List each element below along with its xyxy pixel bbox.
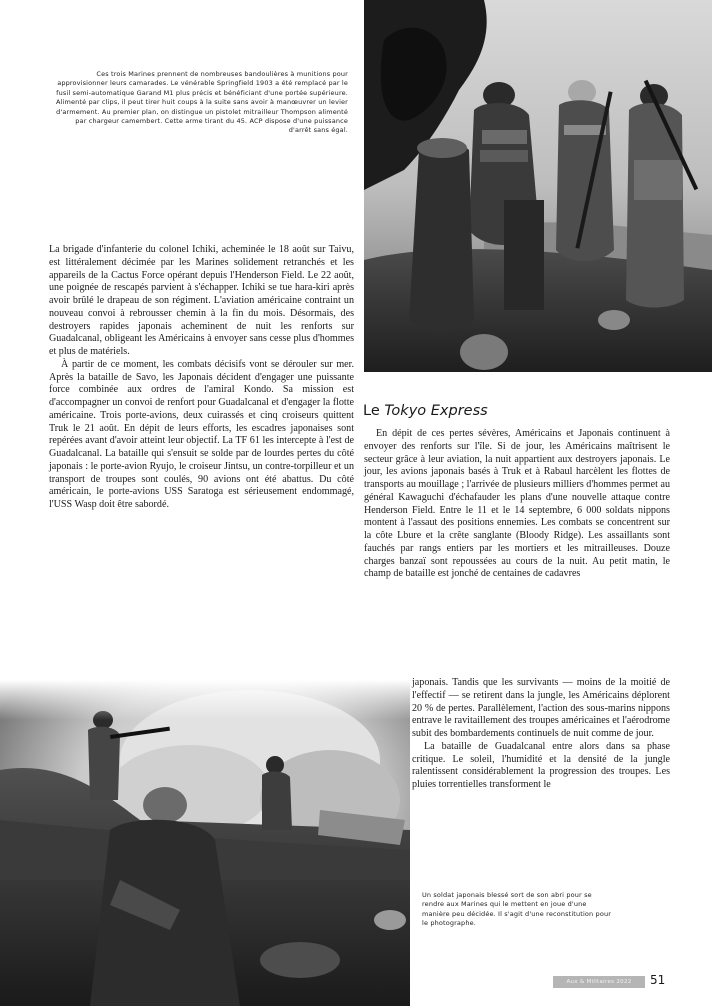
article-paragraph: En dépit de ces pertes sévères, Américains et Japonais continuent à envoyer des renforts sur l'île. Si de jour, les Américains maîtrisent le secteur grâce à leur aviation, la nuit appartient aux destroyers japonais. Le jour, les avions japonais basés à Truk et à Rabaul harcèlent les flottes de transports au mouillage ; l'arrivée de plusieurs milliers d'hommes permet au général Kawaguchi d'échafauder les plans d'une nouvelle attaque contre Henderson Field. Entre le 11 et le 14 septembre, 6 000 soldats nippons montent à l'assaut des positions ennemies. Les combats se concentrent sur la côte Lbure et la crête sanglante (Bloody Ridge). Les assaillants sont fauchés par rangs entiers par les mortiers et les mitrailleuses. Douze charges banzaï sont repoussées au cours de la nuit. Au petit matin, le champ de bataille est jonché de centaines de cadavres: [364, 428, 670, 580]
article-paragraph: La bataille de Guadalcanal entre alors dans sa phase critique. Le soleil, l'humidité et la densité de la jungle ralentissent considérablement la progression des troupes. Les pluies torrentielles transforment le: [412, 740, 670, 790]
photo-caption-bottom: Un soldat japonais blessé sort de son abri pour se rendre aux Marines qui le mettent en joue d'une manière peu décidée. Il s'agit d'une reconstitution pour le photographe.: [422, 891, 612, 928]
page-number: 51: [650, 973, 666, 987]
article-column-right-continued: [412, 677, 670, 792]
article-column-right: [364, 428, 670, 581]
article-paragraph: À partir de ce moment, les combats décisifs vont se dérouler sur mer. Après la bataille de Savo, les Japonais décident d'engager une puissante force combinée aux ordres de l'amiral Kondo. Sa mission est d'accompagner un convoi de renfort pour Guadalcanal et d'engager la flotte américaine. Trois porte-avions, deux cuirassés et cinq croiseurs quittent Truk le 21 août. En dépit de leurs efforts, les escadres japonaises sont repérées avant d'avoir atteint leur objectif. La TF 61 les intercepte à l'est de Guadalcanal. La bataille qui s'ensuit se solde par de lourdes pertes du côté japonais : le porte-avion Ryujo, le croiseur Jintsu, un contre-torpilleur et un transport de troupes sont coulés, 90 avions ont été abattus. Du côté américain, le porte-avions USS Saratoga est sérieusement endommagé, l'USS Wasp doit être sabordé.: [49, 358, 354, 510]
marines-photo-image: [364, 0, 712, 372]
magazine-footer-tag: Aux & Militaires 2022: [553, 976, 645, 988]
section-heading-title: Tokyo Express: [384, 403, 488, 419]
section-heading-prefix: Le: [363, 403, 385, 419]
section-heading: [363, 402, 683, 420]
article-paragraph: japonais. Tandis que les survivants — moins de la moitié de l'effectif — se retirent dans la jungle, les Américains déplorent 20 % de pertes. Parallèlement, l'action des sous-marins nippons entrave le ravitaillement des troupes américaines et l'aérodrome subit des bombardements continuels de nuit comme de jour.: [412, 677, 670, 739]
marines-aiming-photo: [0, 680, 410, 1006]
photo-caption-top: Ces trois Marines prennent de nombreuses bandoulières à munitions pour approvisionner leurs camarades. Le vénérable Springfield 1903 a été remplacé par le fusil semi-automatique Garand M1 plus précis et bénéficiant d'une portée supérieure. Alimenté par clips, il peut tirer huit coups à la suite sans avoir à manœuvrer un levier d'armement. Au premier plan, on distingue un pistolet mitrailleur Thompson alimenté par chargeur camembert. Cette arme tirant du 45. ACP dispose d'une puissance d'arrêt sans égal.: [56, 70, 348, 135]
article-paragraph: La brigade d'infanterie du colonel Ichiki, acheminée le 18 août sur Taivu, est littéralement décimée par les Marines solidement retranchés et les appareils de la Cactus Force opérant depuis l'Henderson Field. Le 22 août, une poignée de rescapés parvient à s'échapper. Ichiki se tue hara-kiri après avoir brûlé le drapeau de son régiment. L'aviation américaine contraint un nouveau convoi à rebrousser chemin à la fin du mois. Désormais, des destroyers rapides japonais acheminent de nuit les renforts sur Guadalcanal, obligeant les Américains à envoyer sans cesse plus d'hommes et plus de matériels.: [49, 244, 354, 357]
surrender-photo-image: [0, 680, 410, 1006]
article-column-left: [49, 244, 354, 512]
marines-ammunition-photo: [364, 0, 712, 372]
